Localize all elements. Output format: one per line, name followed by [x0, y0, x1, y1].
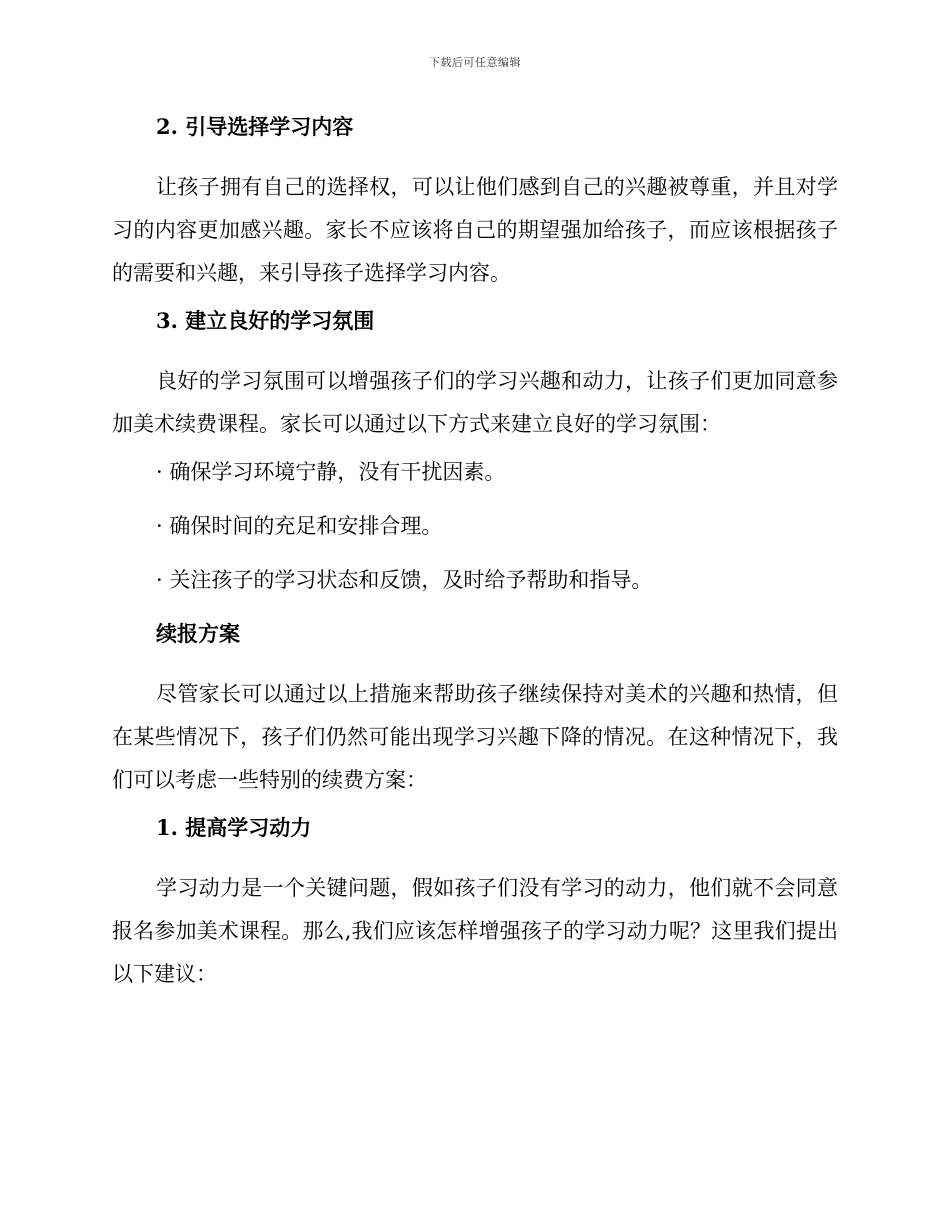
paragraph-guide-content: 让孩子拥有自己的选择权，可以让他们感到自己的兴趣被尊重，并且对学习的内容更加感兴趣。家长不应该将自己的期望强加给孩子，而应该根据孩子的需要和兴趣，来引导孩子选择学习内容。 [112, 175, 838, 285]
section-heading-guide-content: 2. 引导选择学习内容 [156, 114, 354, 139]
paragraph-renewal-plan: 尽管家长可以通过以上措施来帮助孩子继续保持对美术的兴趣和热情，但在某些情况下，孩子们仍然可能出现学习兴趣下降的情况。在这种情况下，我们可以考虑一些特别的续费方案： [112, 682, 838, 792]
bullet-item-quiet-environment: · 确保学习环境宁静，没有干扰因素。 [156, 460, 506, 484]
section-heading-learning-atmosphere: 3. 建立良好的学习氛围 [156, 308, 375, 333]
document-body [112, 112, 838, 1007]
bullet-item-time-arrangement: · 确保时间的充足和安排合理。 [156, 514, 443, 538]
paragraph-learning-atmosphere: 良好的学习氛围可以增强孩子们的学习兴趣和动力，让孩子们更加同意参加美术续费课程。家长可以通过以下方式来建立良好的学习氛围： [112, 369, 838, 436]
paragraph-motivation: 学习动力是一个关键问题，假如孩子们没有学习的动力，他们就不会同意报名参加美术课程。那么,我们应该怎样增强孩子的学习动力呢？这里我们提出以下建议： [112, 876, 838, 986]
bullet-item-feedback: · 关注孩子的学习状态和反馈，及时给予帮助和指导。 [156, 568, 653, 592]
section-heading-motivation: 1. 提高学习动力 [156, 815, 312, 840]
header-note: 下载后可任意编辑 [429, 56, 521, 69]
section-heading-renewal-plan: 续报方案 [156, 621, 240, 646]
